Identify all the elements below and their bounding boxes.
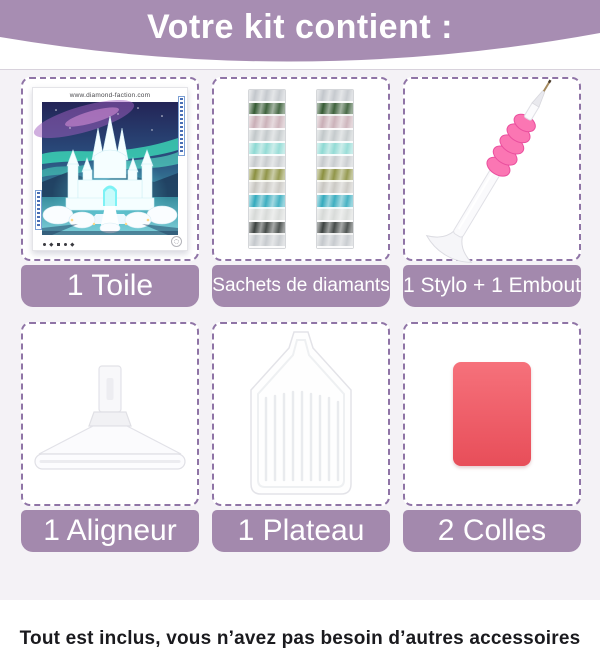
diamond-bag-segment (317, 195, 353, 208)
diamond-bag-segment (249, 130, 285, 143)
diamond-bag-strip-2 (316, 89, 354, 249)
pen-card-body (403, 77, 581, 261)
diamond-bag-strip-1 (248, 89, 286, 249)
kit-card-diamond-bags (212, 77, 390, 307)
kit-card-tray (212, 322, 390, 552)
diamond-bag-segment (249, 90, 285, 103)
label-aligner: 1 Aligneur (21, 510, 199, 552)
diamond-bag-segment (249, 222, 285, 235)
diamond-bags-card-body (212, 77, 390, 261)
diamond-bag-segment (249, 143, 285, 156)
page-title: Votre kit contient : (147, 8, 453, 46)
drill-pen-graphic (405, 79, 579, 259)
tray-card-body (212, 322, 390, 506)
diamond-bag-segment (249, 156, 285, 169)
diamond-bag-segment (317, 103, 353, 116)
tray-graphic (214, 324, 388, 504)
diamond-bag-segment (317, 143, 353, 156)
kit-card-pen (403, 77, 581, 307)
diamond-bag-segment (317, 209, 353, 222)
diamond-bag-segment (249, 209, 285, 222)
label-tray: 1 Plateau (212, 510, 390, 552)
diamond-bags-graphic (248, 89, 354, 249)
label-canvas: 1 Toile (21, 265, 199, 307)
label-glue: 2 Colles (403, 510, 581, 552)
brand-stamp-icon (171, 236, 182, 247)
diamond-bag-segment (317, 169, 353, 182)
content-area (0, 69, 600, 649)
canvas-symbol-marks (43, 243, 73, 246)
canvas-preview (32, 87, 188, 251)
footer-note: Tout est inclus, vous n’avez pas besoin d’autres accessoires (19, 628, 581, 649)
kit-card-glue (403, 322, 581, 552)
canvas-brand-url: www.diamond-faction.com (69, 92, 151, 99)
diamond-bag-segment (249, 116, 285, 129)
label-diamond-bags: Sachets de diamants (212, 265, 390, 307)
kit-card-canvas (21, 77, 199, 307)
color-legend-strip-right (178, 96, 185, 156)
diamond-bag-segment (249, 169, 285, 182)
aligner-graphic (23, 324, 197, 504)
diamond-bag-segment (317, 182, 353, 195)
kit-items-grid (21, 77, 581, 552)
diamond-bag-segment (249, 182, 285, 195)
diamond-bag-segment (317, 90, 353, 103)
diamond-bag-segment (317, 156, 353, 169)
castle-artwork (42, 102, 178, 235)
color-legend-strip-left (35, 190, 42, 230)
aligner-card-body (21, 322, 199, 506)
kit-card-aligner (21, 322, 199, 552)
diamond-bag-segment (249, 103, 285, 116)
diamond-bag-segment (317, 116, 353, 129)
diamond-bag-segment (317, 222, 353, 235)
diamond-bag-segment (317, 130, 353, 143)
label-pen: 1 Stylo + 1 Embout (403, 265, 581, 307)
glue-wax-graphic (453, 362, 531, 466)
diamond-bag-segment (317, 235, 353, 248)
diamond-bag-segment (249, 235, 285, 248)
glue-card-body (403, 322, 581, 506)
diamond-bag-segment (249, 195, 285, 208)
canvas-card-body (21, 77, 199, 261)
